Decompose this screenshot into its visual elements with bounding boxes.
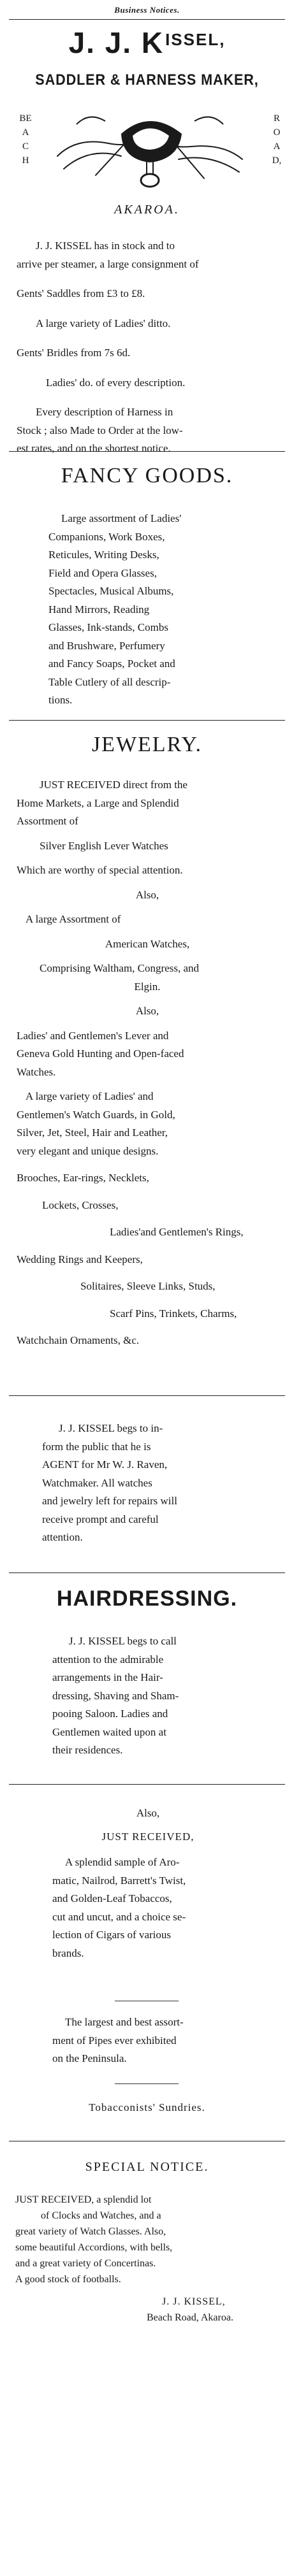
trade-title: SADDLER & HARNESS MAKER, — [35, 71, 259, 89]
text-line: attention to the admirable — [52, 1653, 164, 1666]
section-rule — [9, 1572, 285, 1573]
text-line: Wedding Rings and Keepers, — [17, 1253, 143, 1265]
text-line: and a great variety of Concertinas. — [15, 2258, 156, 2269]
text-line: Companions, Work Boxes, — [48, 530, 165, 543]
hairdressing-block — [52, 1632, 244, 1760]
text-line: Scarf Pins, Trinkets, Charms, — [110, 1307, 237, 1320]
text-line: Lockets, Crosses, — [42, 1198, 119, 1211]
text-line: arrive per steamer, a large consignment of — [17, 257, 199, 270]
text-line: Elgin. — [134, 980, 161, 993]
text-line: dressing, Shaving and Sham- — [52, 1689, 179, 1702]
text-line: Ladies' and Gentlemen's Lever and — [17, 1029, 169, 1042]
text-line: Stock ; also Made to Order at the low- — [17, 424, 183, 436]
jewelry-heading: JEWELRY. — [91, 733, 203, 756]
text-line: Watchchain Ornaments, &c. — [17, 1334, 140, 1346]
text-line: form the public that he is — [42, 1440, 151, 1453]
text-line: and jewelry left for repairs will — [42, 1495, 177, 1507]
text-line: Ladies'and Gentlemen's Rings, — [110, 1226, 244, 1238]
text-line: on the Peninsula. — [52, 2052, 127, 2064]
text-line: Gentlemen's Watch Guards, in Gold, — [17, 1108, 175, 1121]
business-notices-heading: Business Notices. — [114, 5, 180, 15]
text-line: very elegant and unique designs. — [17, 1144, 159, 1157]
text-line: J. J. KISSEL begs to in- — [59, 1422, 163, 1434]
section-rule — [9, 720, 285, 721]
right-vertical-label: ROAD, — [272, 113, 282, 166]
text-line: Reticules, Writing Desks, — [48, 549, 159, 561]
text-line: Gentlemen waited upon at — [52, 1725, 166, 1738]
text-line: JUST RECEIVED direct from the — [40, 779, 187, 791]
text-line: and Brushware, Perfumery — [48, 639, 165, 652]
text-line: receive prompt and careful — [42, 1513, 159, 1525]
address: Beach Road, Akaroa. — [147, 2312, 233, 2323]
text-line: AGENT for Mr W. J. Raven, — [42, 1458, 168, 1471]
text-line: Large assortment of Ladies' — [61, 512, 182, 524]
text-line: and Golden-Leaf Tobaccos, — [52, 1892, 172, 1904]
text-line: A large variety of Ladies' and — [26, 1090, 154, 1102]
text-line: Ladies' do. of every description. — [46, 376, 186, 389]
text-line: and Fancy Soaps, Pocket and — [48, 658, 175, 670]
text-line: Hand Mirrors, Reading — [48, 603, 150, 615]
left-vertical-label: BEACH — [19, 113, 32, 166]
section-rule — [9, 451, 285, 452]
text-line: Comprising Waltham, Congress, and — [40, 962, 199, 974]
watchmaker-block — [42, 1420, 253, 1547]
text-line: matic, Nailrod, Barrett's Twist, — [52, 1874, 186, 1887]
fancy-goods-heading: FANCY GOODS. — [61, 464, 233, 487]
text-line: est rates, and on the shortest notice. — [17, 442, 171, 454]
text-line: lection of Cigars of various — [52, 1929, 172, 1941]
text-line: J. J. KISSEL begs to call — [69, 1635, 177, 1647]
hairdressing-heading: HAIRDRESSING. — [56, 1587, 238, 1611]
text-line: A large Assortment of — [26, 913, 121, 925]
saddlery-block — [17, 237, 278, 458]
text-line: great variety of Watch Glasses. Also, — [15, 2226, 166, 2237]
text-line: their residences. — [52, 1744, 123, 1756]
text-line: J. J. KISSEL has in stock and to — [36, 240, 175, 252]
signature: J. J. KISSEL, — [162, 2296, 226, 2307]
text-line: Geneva Gold Hunting and Open-faced — [17, 1047, 184, 1060]
text-line: ment of Pipes ever exhibited — [52, 2034, 177, 2047]
town-heading: AKAROA. — [114, 203, 180, 217]
section-rule — [9, 1395, 285, 1396]
short-rule — [115, 2083, 179, 2084]
text-line: Gents' Saddles from £3 to £8. — [17, 287, 145, 299]
proprietor-name — [0, 25, 294, 60]
text-line: The largest and best assort- — [65, 2016, 184, 2028]
text-line: Assortment of — [17, 815, 78, 827]
text-line: Silver, Jet, Steel, Hair and Leather, — [17, 1126, 168, 1139]
fancy-goods-block — [48, 510, 246, 710]
saddle-illustration — [51, 99, 249, 194]
text-line: brands. — [52, 1946, 84, 1959]
text-line: tions. — [48, 694, 73, 706]
text-line: Solitaires, Sleeve Links, Studs, — [80, 1280, 216, 1292]
text-line: Also, — [136, 1807, 160, 1819]
text-line: A good stock of footballs. — [15, 2274, 121, 2285]
text-line: Gents' Bridles from 7s 6d. — [17, 347, 131, 359]
special-notice-heading: SPECIAL NOTICE. — [85, 2160, 209, 2174]
text-line: Silver English Lever Watches — [40, 839, 168, 852]
special-notice-block — [15, 2192, 279, 2326]
text-line: American Watches, — [105, 937, 190, 950]
text-line: Home Markets, a Large and Splendid — [17, 796, 179, 809]
text-line: attention. — [42, 1531, 83, 1543]
text-line: some beautiful Accordions, with bells, — [15, 2242, 173, 2253]
name-tail: ISSEL, — [165, 30, 226, 49]
text-line: JUST RECEIVED, — [101, 1830, 195, 1843]
text-line: pooing Saloon. Ladies and — [52, 1708, 168, 1720]
text-line: Table Cutlery of all descrip- — [48, 675, 171, 688]
pipes-block — [52, 2013, 244, 2068]
text-line: Which are worthy of special attention. — [17, 864, 183, 876]
sundries-line: Tobacconists' Sundries. — [89, 2101, 205, 2113]
text-line: Also, — [135, 888, 159, 901]
text-line: cut and uncut, and a choice se- — [52, 1910, 186, 1923]
text-line: JUST RECEIVED, a splendid lot — [15, 2194, 152, 2205]
name-initials: J. J. K — [68, 26, 165, 59]
top-rule — [9, 19, 285, 20]
jewelry-block — [17, 776, 278, 1350]
text-line: Watches. — [17, 1065, 56, 1078]
text-line: A large variety of Ladies' ditto. — [36, 317, 171, 329]
text-line: Watchmaker. All watches — [42, 1476, 152, 1489]
text-line: Also, — [135, 1005, 159, 1017]
tobacco-block — [52, 1804, 244, 1962]
text-line: A splendid sample of Aro- — [65, 1856, 180, 1868]
text-line: Field and Opera Glasses, — [48, 566, 157, 579]
text-line: of Clocks and Watches, and a — [41, 2210, 161, 2221]
text-line: Brooches, Ear-rings, Necklets, — [17, 1172, 149, 1184]
text-line: Spectacles, Musical Albums, — [48, 585, 174, 597]
section-rule — [9, 1784, 285, 1785]
text-line: arrangements in the Hair- — [52, 1671, 163, 1683]
text-line: Glasses, Ink-stands, Combs — [48, 621, 168, 633]
text-line: Every description of Harness in — [36, 406, 173, 418]
